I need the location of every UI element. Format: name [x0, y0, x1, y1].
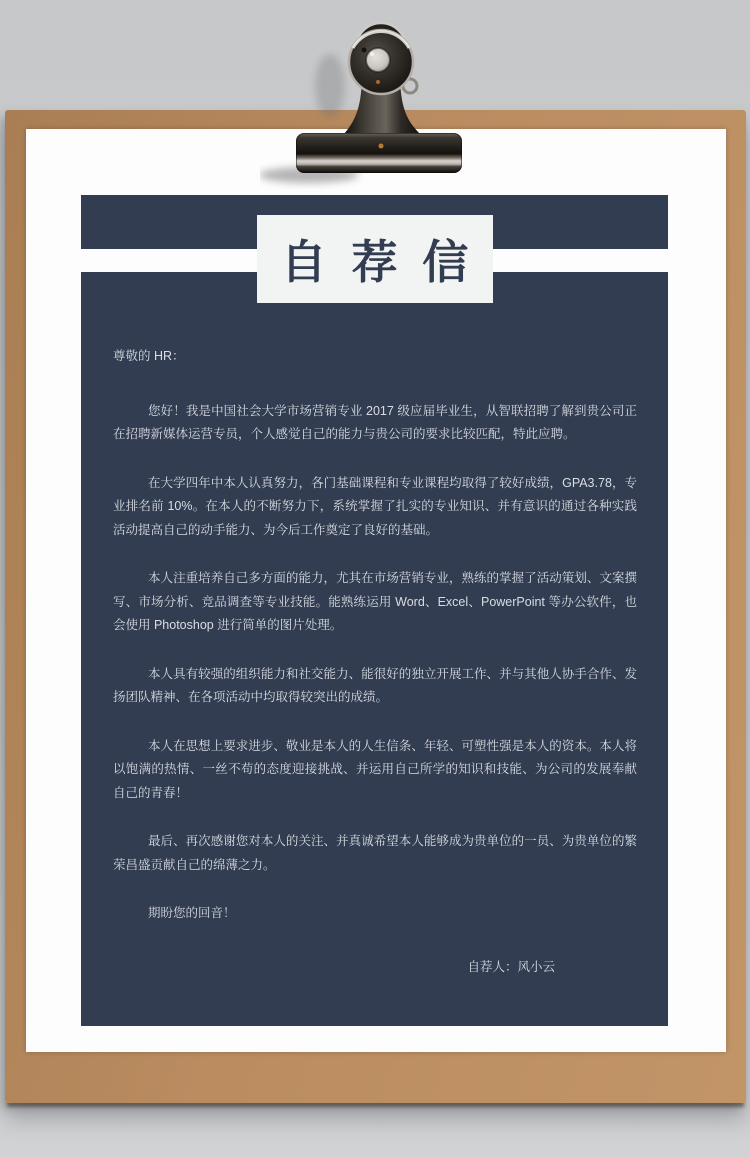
letter-title: 自 荐 信 [280, 236, 475, 288]
salutation: 尊敬的 HR： [113, 349, 185, 363]
signature-line: 自荐人：风小云 [467, 959, 555, 974]
letter-paper [26, 129, 726, 1052]
paragraph-6: 最后、再次感谢您对本人的关注、并真诚希望本人能够成为贵单位的一员、为贵单位的繁荣昌盛贡献自己的绵薄之力。 [113, 834, 637, 872]
paragraph-2: 在大学四年中本人认真努力，各门基础课程和专业课程均取得了较好成绩，GPA3.78，专业排名前 10%。在本人的不断努力下，系统掌握了扎实的专业知识、并有意识的通过各种实践活动提高自己的动手能力、为今后工作奠定了良好的基础。 [113, 475, 637, 537]
letter-panel [81, 195, 668, 1026]
paragraph-1: 您好！我是中国社会大学市场营销专业 2017 级应届毕业生，从智联招聘了解到贵公司正在招聘新媒体运营专员，个人感觉自己的能力与贵公司的要求比较匹配，特此应聘。 [113, 403, 637, 441]
letter-body [113, 345, 637, 1004]
binder-clip-icon [260, 14, 490, 189]
letter-title-box [257, 215, 493, 303]
paragraph-3: 本人注重培养自己多方面的能力，尤其在市场营销专业，熟练的掌握了活动策划、文案撰写、市场分析、竞品调查等专业技能。能熟练运用 Word、Excel、PowerPoint 等办公软件，也会使用 Photoshop 进行简单的图片处理。 [113, 571, 637, 632]
paragraph-5: 本人在思想上要求进步、敬业是本人的人生信条、年轻、可塑性强是本人的资本。本人将以饱满的热情、一丝不苟的态度迎接挑战、并运用自己所学的知识和技能、为公司的发展奉献自己的青春！ [113, 738, 637, 800]
paragraph-4: 本人具有较强的组织能力和社交能力、能很好的独立开展工作、并与其他人协手合作、发扬团队精神、在各项活动中均取得较突出的成绩。 [113, 666, 637, 704]
closing-line: 期盼您的回音！ [148, 906, 236, 920]
